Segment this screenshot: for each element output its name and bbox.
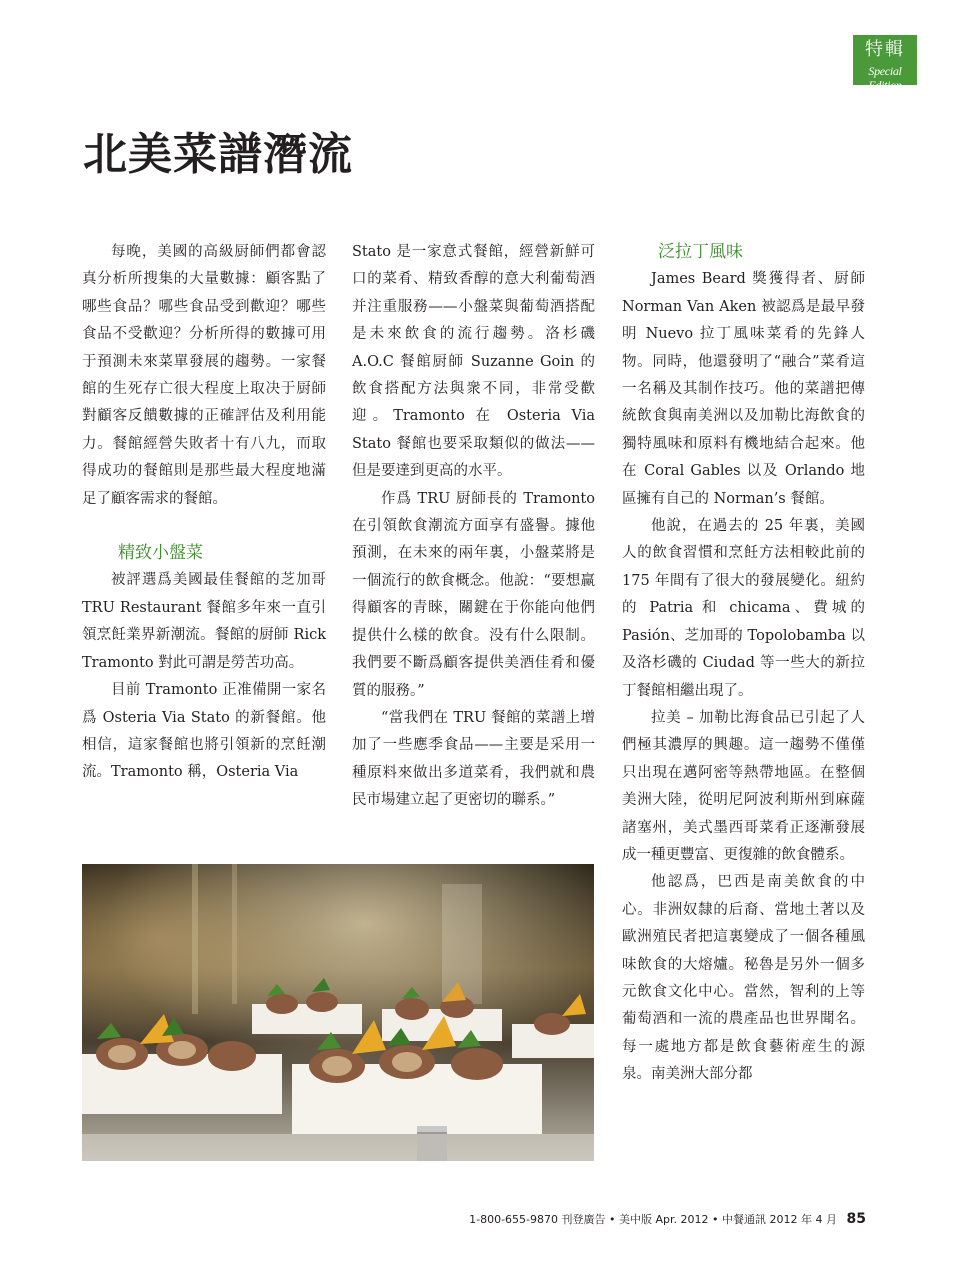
paragraph: James Beard 獎獲得者、厨師 Norman Van Aken 被認爲是最早發明 Nuevo 拉丁風味菜肴的先鋒人物。同時，他還發明了“融合”菜肴這一名稱及其制作技巧。他的菜譜把傳統飲食與南美洲以及加勒比海飲食的獨特風味和原料有機地結合起來。他在 Coral Gables 以及 Orlando 地區擁有自己的 Norman’s 餐館。	[622, 271, 865, 507]
badge-en: Special Edition	[868, 64, 902, 92]
paragraph: Stato 是一家意式餐館，經營新鮮可口的菜肴、精致香醇的意大利葡萄酒并注重服務——小盤菜與葡萄酒搭配是未來飲食的流行趨勢。洛杉磯 A.O.C 餐館厨師 Suzanne Goin 的飲食搭配方法與衆不同，非常受歡迎。Tramonto 在 Osteria Via Stato 餐館也要采取類似的做法——但是要達到更高的水平。	[352, 244, 595, 480]
food-photo	[82, 864, 594, 1161]
paragraph: 拉美 – 加勒比海食品已引起了人們極其濃厚的興趣。這一趨勢不僅僅只出現在邁阿密等熱帶地區。在整個美洲大陸，從明尼阿波利斯州到麻薩諸塞州，美式墨西哥菜肴正逐漸發展成一種更豐富、更復雜的飲食體系。	[622, 709, 865, 863]
footer-date: 2012 年 4 月	[769, 1213, 838, 1226]
section-heading: 泛拉丁風味	[658, 242, 743, 262]
paragraph: 被評選爲美國最佳餐館的芝加哥 TRU Restaurant 餐館多年來一直引領烹飪業界新潮流。餐館的厨師 Rick Tramonto 對此可謂是勞苦功高。	[82, 572, 326, 671]
section-badge	[853, 35, 917, 92]
footer-year: 2012	[680, 1213, 709, 1226]
paragraph: 作爲 TRU 厨師長的 Tramonto 在引領飲食潮流方面享有盛譽。據他預測，在未來的兩年裏，小盤菜將是一個流行的飲食概念。他說：“要想赢得顧客的青睞，關鍵在于你能向他們提供什么樣的飲食。没有什么限制。我們要不斷爲顧客提供美酒佳肴和優質的服務。”	[352, 490, 595, 699]
paragraph: “當我們在 TRU 餐館的菜譜上增加了一些應季食品——主要是采用一種原料來做出多道菜肴，我們就和農民市場建立起了更密切的聯系。”	[352, 709, 595, 809]
page-title: 北美菜譜潛流	[83, 129, 353, 180]
paragraph: 他認爲，巴西是南美飲食的中心。非洲奴隸的后裔、當地土著以及歐洲殖民者把這裏變成了一個各種風味飲食的大熔爐。秘魯是另外一個多元飲食文化中心。當然，智利的上等葡萄酒和一流的農產品也世界聞名。每一處地方都是飲食藝術産生的源泉。南美洲大部分都	[622, 874, 865, 1083]
column-2	[352, 239, 595, 815]
column-1	[82, 239, 326, 787]
section-heading: 精致小盤菜	[118, 543, 203, 564]
page-number: 85	[846, 1211, 866, 1227]
paragraph: 每晚，美國的高級厨師們都會認真分析所搜集的大量數據：顧客點了哪些食品？哪些食品受到歡迎？哪些食品不受歡迎？分析所得的數據可用于預測未來菜單發展的趨勢。一家餐館的生死存亡很大程度上取决于厨師對顧客反饋數據的正確評估及利用能力。餐館經營失敗者十有八九，而取得成功的餐館則是那些最大程度地滿足了顧客需求的餐館。	[82, 244, 326, 507]
page-footer: 1-800-655-9870 刊登廣告 • 美中版 Apr. 2012 • 中餐通訊 2012 年 4 月 85	[469, 1211, 866, 1227]
paragraph: 目前 Tramonto 正准備開一家名爲 Osteria Via Stato 的新餐館。他相信，這家餐館也將引領新的烹飪潮流。Tramonto 稱，Osteria Via	[82, 682, 326, 781]
footer-ad: 刊登廣告	[561, 1213, 606, 1226]
footer-edition: 美中版	[619, 1213, 653, 1226]
footer-month: Apr.	[655, 1213, 678, 1226]
footer-publication: 中餐通訊	[722, 1213, 767, 1226]
badge-zh: 特輯	[865, 39, 905, 60]
paragraph: 他說，在過去的 25 年裏，美國人的飲食習慣和烹飪方法相較此前的 175 年間有了很大的發展變化。紐約的 Patria 和 chicama、費城的 Pasión、芝加哥的 Topolobamba 以及洛杉磯的 Ciudad 等一些大的新拉丁餐館相繼出現了。	[622, 518, 865, 699]
footer-phone: 1-800-655-9870	[469, 1213, 559, 1226]
column-3	[622, 239, 865, 1089]
